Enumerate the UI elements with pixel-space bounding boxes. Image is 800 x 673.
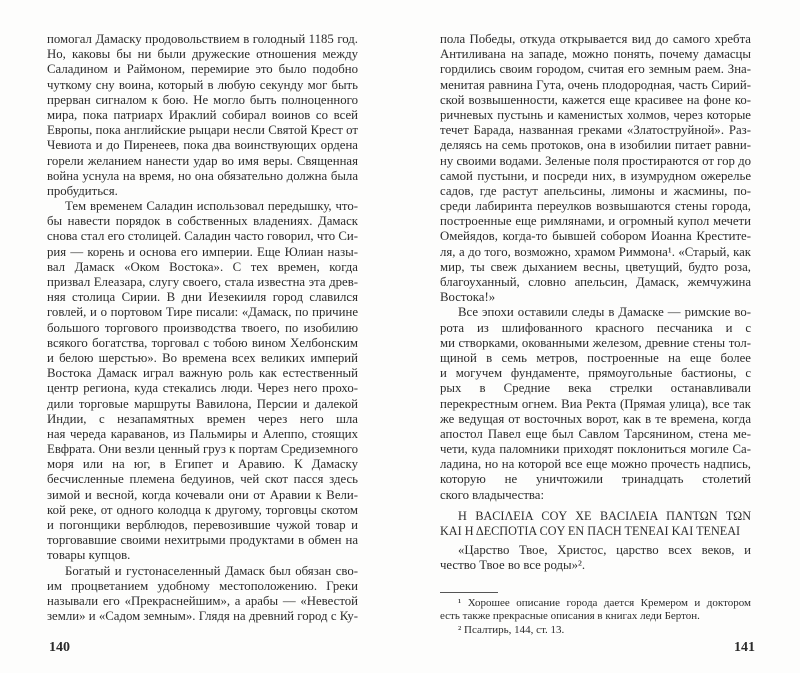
text-line: Антиливана на западе, можно понять, почему дамасцы <box>440 47 751 62</box>
text-line: пробудиться. <box>47 183 118 198</box>
text-line: товары купцов. <box>47 548 131 563</box>
left-page <box>47 32 358 624</box>
text-line: ской возвышенности, кажется еще красивее на фоне ко- <box>440 92 751 107</box>
text-line: дили торговые маршруты Вавилона, Персии и далекой <box>47 396 358 411</box>
text-line: мира, пока патриарх Ираклий собирал воинов со всей <box>47 107 358 122</box>
text-line: Тем временем Саладин использовал передышку, что- <box>65 199 358 214</box>
text-line: течет Барада, названная греками «Златоструйной». Раз- <box>440 123 751 138</box>
text-line: рия — корень и основа его империи. Еще Юлиан назы- <box>47 244 358 259</box>
text-line: благоуханный, словно апельсин, Дамаск, жемчужина <box>440 275 751 289</box>
text-line: призвал Елеазара, слугу своего, стала известна эта древ- <box>47 275 358 289</box>
text-line: апостол Павел еще был Савлом Тарсянином, стена ме- <box>440 426 751 441</box>
text-line: им процветанием удобному местоположению. Греки <box>47 578 358 593</box>
text-line: большого торгового производства твоего, по изобилию <box>47 320 358 335</box>
text-line: ми створками, окованными железом, древние стены тол- <box>440 335 751 350</box>
text-line: бы навести порядок в собственных владениях. Дамаск <box>47 214 358 229</box>
right-page <box>440 32 751 637</box>
text-line: Саладином и Раймоном, перемирие это было подобно <box>47 62 358 77</box>
text-line: построенные еще римлянами, и огромный купол мечети <box>440 214 751 229</box>
text-line: торговавшие своими нехитрыми продуктами в обмен на <box>47 533 358 548</box>
text-line: среди лабиринта переулков возвышаются стены города, <box>440 199 751 214</box>
text-line: и могучем фундаменте, прямоугольные бастионы, с <box>440 366 751 381</box>
text-line: гордились своим городом, считая его земным раем. Зна- <box>440 62 751 77</box>
text-line: Богатый и густонаселенный Дамаск был обязан сво- <box>65 563 358 578</box>
text-line: кой реке, от одного колодца к другому, торговцы скотом <box>47 502 358 517</box>
text-line: Омейядов, когда-то бывшей собором Иоанна Крестите- <box>440 229 751 244</box>
text-line: чуткому сну воина, который в любую секунду мог быть <box>47 77 358 92</box>
text-line: и белою шерстью». Во времена всех великих империй <box>47 350 358 365</box>
paragraph <box>47 564 358 625</box>
text-line: Чевиота и до Пиренеев, пока два воинствующих ордена <box>47 138 358 153</box>
text-line: и погонщики верблюдов, перевозившие чужой товар и <box>47 518 358 532</box>
footnote-divider <box>440 592 498 593</box>
footnote-1 <box>440 597 751 624</box>
text-line: же ведущая от восточных ворот, как в те времена, когда <box>440 411 751 426</box>
text-line: Но, каковы бы ни были дружеские отношения между <box>47 47 358 62</box>
page-number-right: 141 <box>734 640 755 655</box>
right-page-body <box>440 32 751 503</box>
text-line: рых в Средние века стрелки останавливали <box>440 381 751 396</box>
text-line: няя столица Сирии. В дни Иезекииля город славился <box>47 290 358 305</box>
text-line: прерван сигналом к бою. Не могло быть полноценного <box>47 92 358 107</box>
text-line: помогал Дамаску продовольствием в голодный 1185 год. <box>47 32 358 46</box>
text-line: Все эпохи оставили следы в Дамаске — римские во- <box>458 305 751 320</box>
text-line: говлей, и о портовом Тире писали: «Дамаск, по причине <box>47 305 358 320</box>
inscription-translation <box>440 543 751 573</box>
text-line: называли его «Прекраснейшим», а арабы — «Невестой <box>47 593 358 608</box>
inscription-line: ΚΑΙ Η ΔΕCΠΟΤΙΑ COY EN ΠΑCΗ ΤΕΝΕΑΙ ΚΑΙ ΤΕΝΕΑΙ <box>440 524 741 538</box>
text-line: менитая равнина Гута, очень плодородная, часть Сирий- <box>440 77 751 92</box>
text-line: моря или на юг, в Египет и Аравию. К Дамаску <box>47 457 358 472</box>
translation-line: «Царство Твое, Христос, царство всех веков, и <box>458 543 751 558</box>
text-line: горели желанием нанести удар во имя веры. Священная <box>47 153 358 168</box>
inscription-line: Η ΒΑCΙΛΕΙΑ COY XE ΒΑCΙΛΕΙΑ ΠΑΝΤΩΝ ΤΩΝ <box>458 508 751 523</box>
paragraph <box>47 199 358 564</box>
text-line: вал Дамаск «Оком Востока». С тех времен, когда <box>47 259 358 274</box>
text-line: пола Победы, откуда открывается вид до самого хребта <box>440 32 751 46</box>
text-line: перекрестным огнем. Виа Ректа (Прямая улица), все так <box>440 396 751 411</box>
text-line: рота из шлифованного красного песчаника и с <box>440 320 751 335</box>
text-line: снова стал его столицей. Саладин часто говорил, что Си- <box>47 229 358 244</box>
text-line: ная череда караванов, из Пальмиры и Алеппо, стоящих <box>47 426 358 441</box>
translation-line: чество Твое во все роды»². <box>440 558 586 573</box>
text-line: центр региона, куда стекались люди. Через него прохо- <box>47 381 358 396</box>
paragraph <box>440 32 751 305</box>
text-line: ну своими водами. Зеленые поля простираются от гор до <box>440 153 751 168</box>
footnote-line: ¹ Хорошее описание города дается Кремером и доктором <box>458 596 751 609</box>
text-line: Евфрата. Они везли ценный груз к портам Средиземного <box>47 442 358 457</box>
paragraph <box>47 32 358 199</box>
text-line: ского владычества: <box>440 487 545 502</box>
text-line: Востока!» <box>440 290 496 305</box>
text-line: земли» и «Садом земным». Глядя на древний город с Ку- <box>47 609 358 624</box>
text-line: ричневых пустынь и каменистых холмов, через которые <box>440 107 751 122</box>
paragraph <box>440 305 751 502</box>
text-line: садов, где растут апельсины, лимоны и жасмины, по- <box>440 183 751 198</box>
text-line: зимой и весной, когда кочевали они от Аравии к Вели- <box>47 487 358 502</box>
text-line: ля, а до того, возможно, храмом Риммона¹. «Старый, как <box>440 244 751 259</box>
text-line: война уснула на время, но она обязательно должна была <box>47 168 358 183</box>
text-line: Европы, пока английские рыцари несли Святой Крест от <box>47 123 358 138</box>
text-line: мир, ты свеж дыханием весны, цветущий, будто роза, <box>440 259 751 274</box>
text-line: щиной в семь метров, построенные на еще более <box>440 350 751 365</box>
text-line: чети, куда паломники приходят поклониться могиле Са- <box>440 442 751 457</box>
text-line: всякого богатства, торговал с тобою вином Хелбонским <box>47 335 358 350</box>
text-line: Индии, с незапамятных времен через него шла <box>47 411 358 426</box>
footnote-line: есть также прекрасные описания в книгах леди Бертон. <box>440 610 700 623</box>
text-line: самой пустыни, и посреди них, в изумрудном ожерелье <box>440 168 751 183</box>
footnote-2 <box>440 624 751 638</box>
text-line: Востока Дамаск играл важную роль как естественный <box>47 366 358 381</box>
greek-inscription <box>440 509 751 539</box>
page-number-left: 140 <box>49 640 70 655</box>
text-line: бесчисленные племена бедуинов, чей скот пасся здесь <box>47 472 358 487</box>
text-line: ладина, но на которой все еще можно прочесть надпись, <box>440 457 751 472</box>
text-line: которую не уничтожили тринадцать столетий <box>440 472 751 487</box>
footnote-line: ² Псалтирь, 144, ст. 13. <box>458 623 565 636</box>
text-line: деляясь на семь протоков, она в изобилии питает равни- <box>440 138 751 153</box>
